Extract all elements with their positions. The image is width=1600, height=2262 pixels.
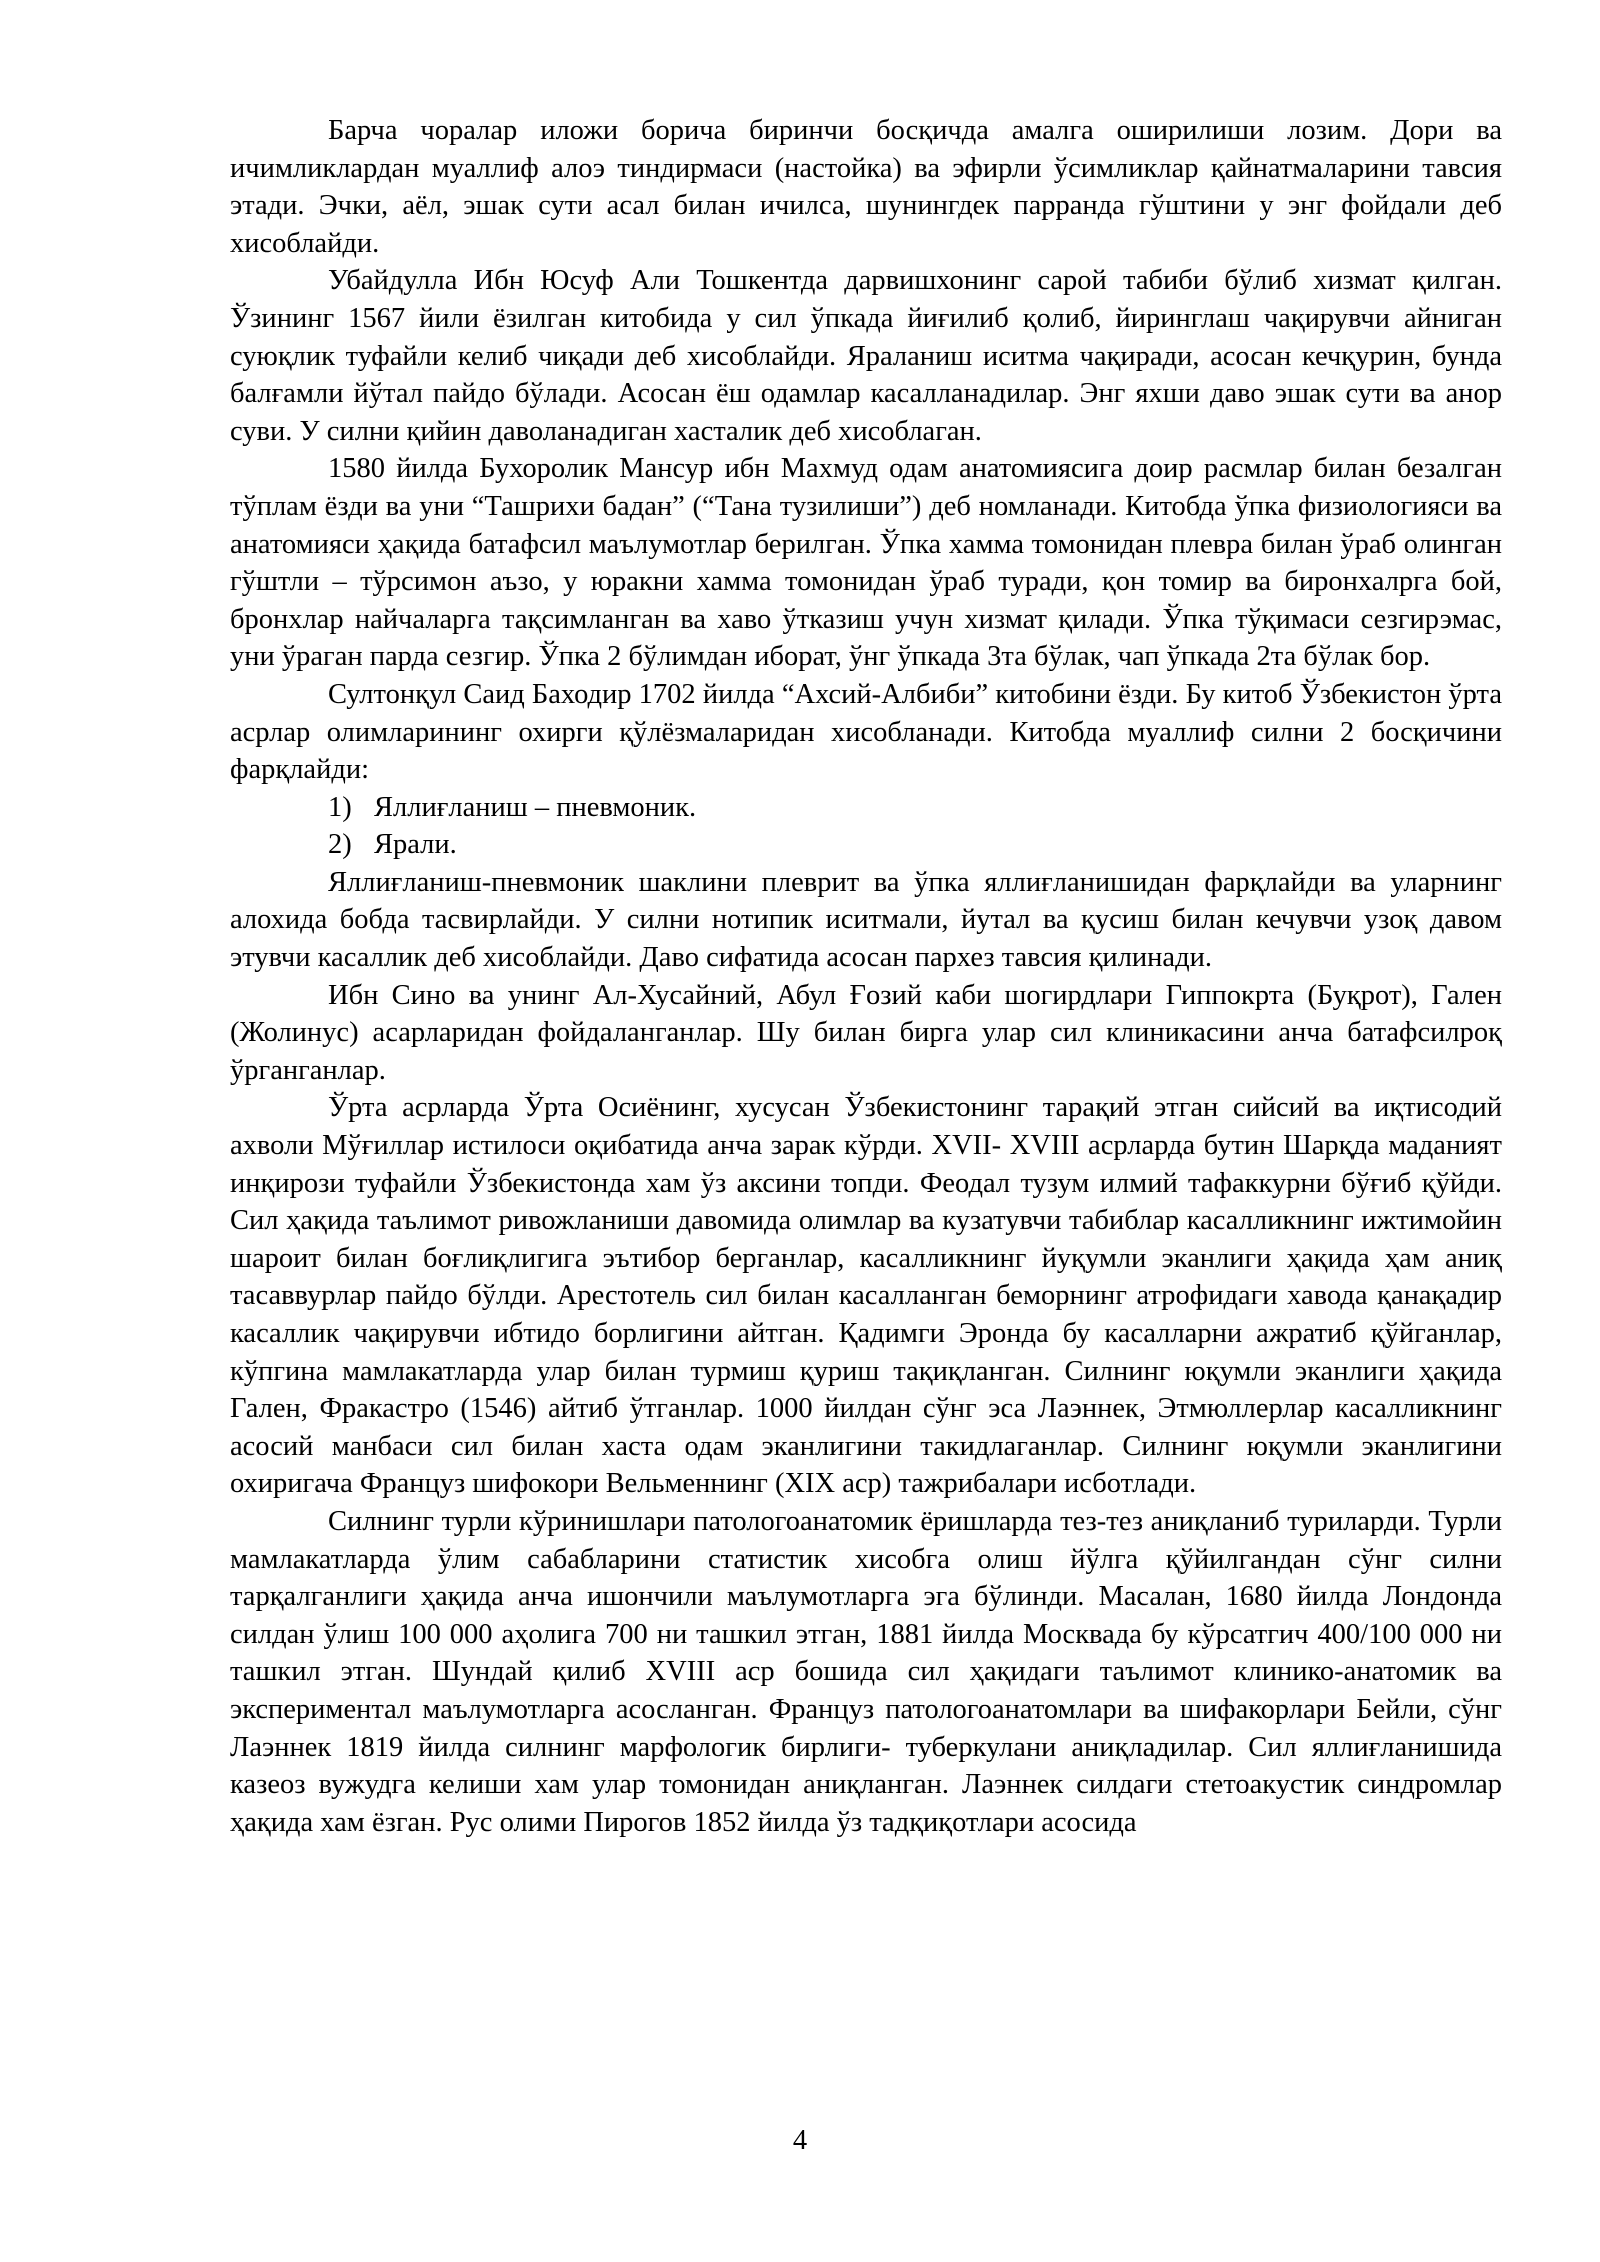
paragraph: Барча чоралар иложи борича биринчи босқичда амалга оширилиши лозим. Дори ва ичимликлардан муаллиф алоэ тиндирмаси (настойка) ва эфирли ўсимликлар қайнатмаларини тавсия этади. Эчки, аёл, эшак сути асал билан ичилса, шунингдек парранда гўштини у энг фойдали деб хисоблайди. — [230, 115, 1502, 259]
paragraph: Ибн Сино ва унинг Ал-Хусайний, Абул Ғозий каби шогирдлари Гиппокрта (Буқрот), Гален (Жолинус) асарларидан фойдаланганлар. Шу билан бирга улар сил клиникасини анча батафсилроқ ўрганганлар. — [230, 979, 1502, 1086]
paragraph: Яллиғланиш-пневмоник шаклини плеврит ва ўпка яллиғланишидан фарқлайди ва уларнинг алохида бобда тасвирлайди. У силни нотипик иситмали, йутал ва қусиш билан кечувчи узоқ давом этувчи касаллик деб хисоблайди. Даво сифатида асосан пархез тавсия қилинади. — [230, 866, 1502, 974]
paragraph: Султонқул Саид Баходир 1702 йилда “Ахсий-Албиби” китобини ёзди. Бу китоб Ўзбекистон ўрта асрлар олимларининг охирги қўлёзмаларидан хисобланади. Китобда муаллиф силни 2 босқичини фарқлайди: — [230, 678, 1502, 786]
paragraph: 1580 йилда Бухоролик Мансур ибн Махмуд одам анатомиясига доир расмлар билан безалган тўплам ёзди ва уни “Ташрихи бадан” (“Тана тузилиши”) деб номланади. Китобда ўпка физиологияси ва анатомияси ҳақида батафсил маълумотлар берилган. Ўпка хамма томонидан плевра билан ўраб олинган гўштли – тўрсимон аъзо, у юракни хамма томонидан ўраб туради, қон томир ва биронхалрга бой, бронхлар найчаларга тақсимланган ва хаво ўтказиш учун хизмат қилади. Ўпка тўқимаси сезгирэмас, уни ўраган парда сезгир. Ўпка 2 бўлимдан иборат, ўнг ўпкада 3та бўлак, чап ўпкада 2та бўлак бор. — [230, 453, 1502, 673]
list-item-number: 1) — [328, 791, 352, 823]
list-item-text: Ярали. — [374, 829, 457, 861]
stages-list — [230, 789, 1502, 864]
paragraph: Силнинг турли кўринишлари патологоанатомик ёришларда тез-тез аниқланиб туриларди. Турли мамлакатларда ўлим сабабларини статистик хисобга олиш йўлга қўйилгандан сўнг силни тарқалганлиги ҳақида анча ишончили маълумотларга эга бўлинди. Масалан, 1680 йилда Лондонда силдан ўлиш 100 000 аҳолига 700 ни ташкил этган, 1881 йилда Москвада бу кўрсатгич 400/100 000 ни ташкил этган. Шундай қилиб XVIII аср бошида сил ҳақидаги таълимот клинико-анатомик ва экспериментал маълумотларга асосланган. Француз патологоанатомлари ва шифакорлари Бейли, сўнг Лаэннек 1819 йилда силнинг марфологик бирлиги- туберкулани аниқладилар. Сил яллиғланишида казеоз вужудга келиши хам улар томонидан аниқланган. Лаэннек силдаги стетоакустик синдромлар ҳақида хам ёзган. Рус олими Пирогов 1852 йилда ўз тадқиқотлари асосида — [230, 1505, 1502, 1838]
paragraph: Убайдулла Ибн Юсуф Али Тошкентда дарвишхонинг сарой табиби бўлиб хизмат қилган. Ўзининг 1567 йили ёзилган китобида у сил ўпкада йиғилиб қолиб, йиринглаш чақирувчи айниган суюқлик туфайли келиб чиқади деб хисоблайди. Яраланиш иситма чақиради, асосан кечқурин, бунда балғамли йўтал пайдо бўлади. Асосан ёш одамлар касалланадилар. Энг яхши даво эшак сути ва анор суви. У силни қийин даволанадиган хасталик деб хисоблаган. — [230, 265, 1502, 447]
page-number: 4 — [792, 2125, 808, 2156]
list-item-text: Яллиғланиш – пневмоник. — [374, 791, 697, 823]
paragraph: Ўрта асрларда Ўрта Осиёнинг, хусусан Ўзбекистонинг тарақий этган сийсий ва иқтисодий ахволи Мўғиллар истилоси оқибатида анча зарак кўрди. XVII- XVIII асрларда бутин Шарқда маданият инқирози туфайли Ўзбекистонда хам ўз аксини топди. Феодал тузум илмий тафаккурни бўғиб қўйди. Сил ҳақида таълимот ривожланиши давомида олимлар ва кузатувчи табиблар касалликнинг ижтимойин шароит билан боғлиқлигига эътибор берганлар, касалликнинг йуқумли эканлиги ҳақида ҳам аниқ тасаввурлар пайдо бўлди. Арестотель сил билан касалланган беморнинг атрофидаги хавода қанақадир касаллик чақирувчи ибтидо борлигини айтган. Қадимги Эронда бу касалларни ажратиб қўйганлар, кўпгина мамлакатларда улар билан турмиш қуриш тақиқланган. Силнинг юқумли эканлиги ҳақида Гален, Фракастро (1546) айтиб ўтганлар. 1000 йилдан сўнг эса Лаэннек, Этмюллерлар касалликнинг асосий манбаси сил билан хаста одам эканлигини такидлаганлар. Силнинг юқумли эканлигини охиригача Француз шифокори Вельменнинг (XIX аср) тажрибалари исботлади. — [230, 1092, 1502, 1500]
list-item — [230, 789, 1502, 827]
document-page — [230, 112, 1502, 1841]
list-item-number: 2) — [328, 829, 352, 861]
list-item — [230, 826, 1502, 864]
